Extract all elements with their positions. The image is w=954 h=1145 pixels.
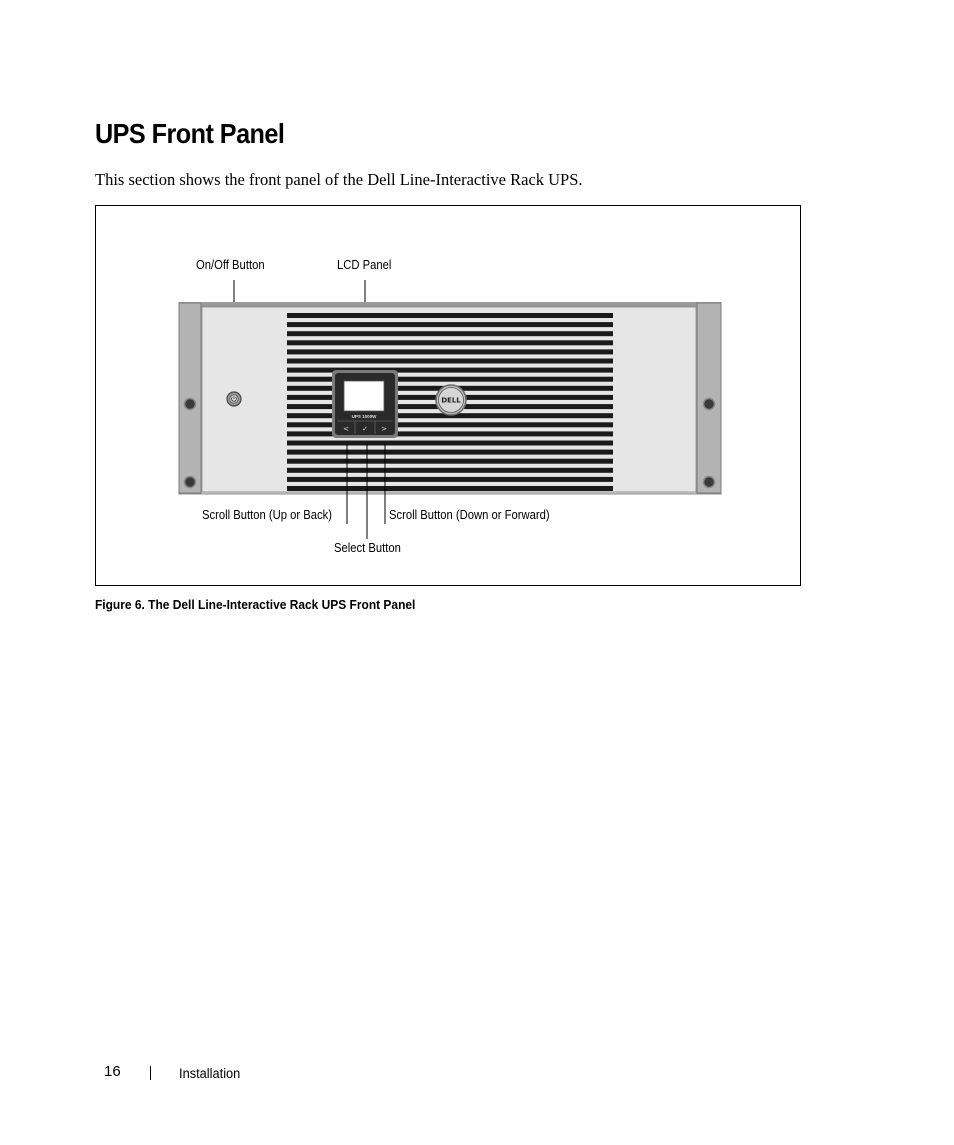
page-title: UPS Front Panel	[95, 118, 285, 149]
lcd-screen	[344, 381, 384, 411]
scroll-up-button: <	[343, 425, 349, 433]
rack-screw-top-left	[185, 399, 196, 410]
select-callout: Select Button	[334, 541, 401, 555]
vent-slat	[287, 477, 613, 482]
vent-slat	[287, 450, 613, 455]
footer-separator	[150, 1066, 151, 1080]
vent-slat	[287, 359, 613, 364]
scroll-down-button: >	[381, 425, 387, 433]
dell-logo-text: DELL	[441, 396, 461, 405]
model-label: UPS 1000W	[351, 414, 377, 419]
onoff-callout: On/Off Button	[196, 258, 265, 272]
figure-caption: Figure 6. The Dell Line-Interactive Rack UPS Front Panel	[95, 597, 416, 612]
vent-slat	[287, 459, 613, 464]
page-number: 16	[104, 1063, 121, 1080]
vent-slat	[287, 313, 613, 318]
lcd-callout: LCD Panel	[337, 258, 392, 272]
footer-section-name: Installation	[179, 1066, 241, 1081]
rack-screw-top-right	[704, 399, 715, 410]
figure-frame	[95, 205, 801, 586]
vent-slat	[287, 340, 613, 345]
vent-slat	[287, 322, 613, 327]
rack-screw-bottom-right	[704, 477, 715, 488]
scroll-up-callout: Scroll Button (Up or Back)	[202, 508, 333, 522]
vent-slat	[287, 349, 613, 354]
vent-slat	[287, 486, 613, 491]
rack-screw-bottom-left	[185, 477, 196, 488]
vent-slat	[287, 331, 613, 336]
vent-slat	[287, 468, 613, 473]
vent-slat	[287, 441, 613, 446]
scroll-down-callout: Scroll Button (Down or Forward)	[389, 508, 550, 522]
intro-paragraph: This section shows the front panel of the Dell Line-Interactive Rack UPS.	[95, 170, 583, 189]
select-button: ✓	[362, 425, 368, 433]
